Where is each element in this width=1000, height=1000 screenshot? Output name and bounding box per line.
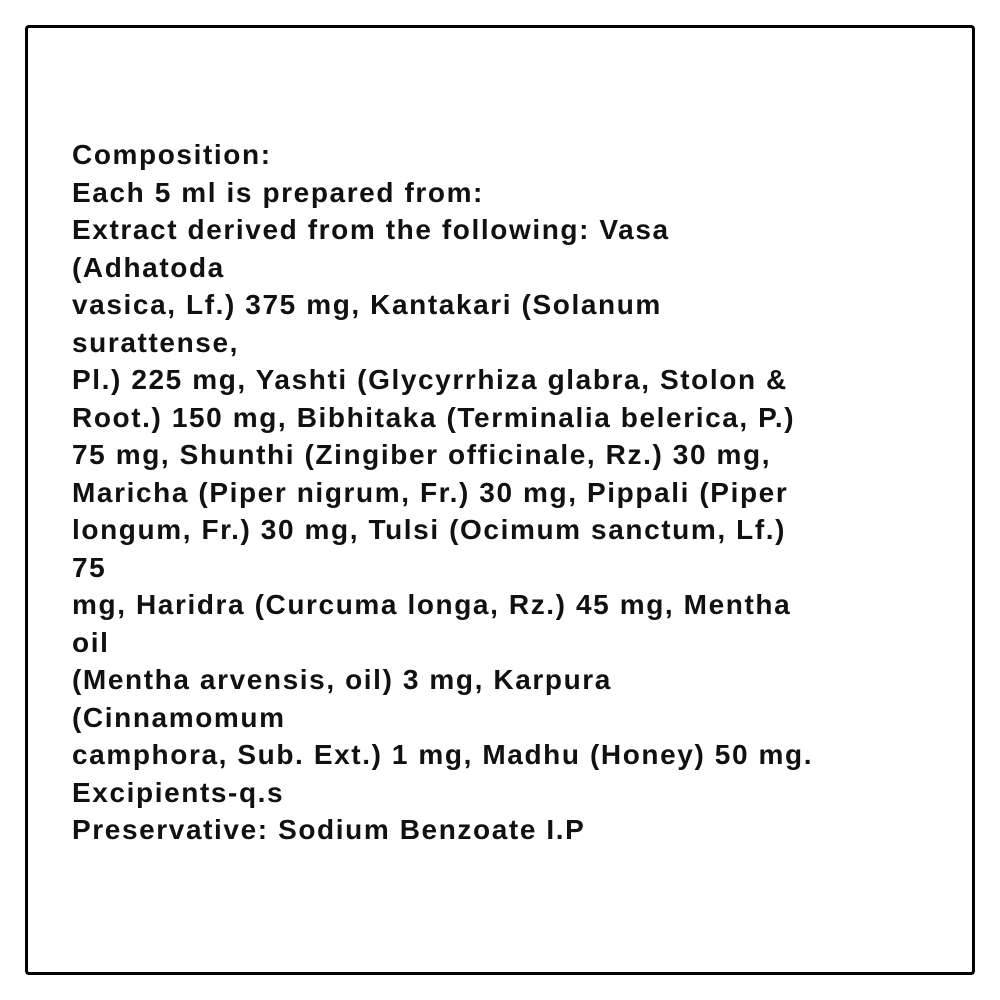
ingredient-line: Extract derived from the following: Vasa — [72, 214, 670, 245]
ingredient-line: 75 — [72, 551, 107, 583]
ingredient-line: Maricha (Piper nigrum, Fr.) 30 mg, Pippali (Piper — [72, 476, 789, 508]
ingredient-line: oil — [72, 626, 110, 658]
ingredient-line: surattense, — [72, 326, 239, 358]
ingredient-line: mg, Haridra (Curcuma longa, Rz.) 45 mg, Mentha — [72, 589, 792, 620]
composition-text — [72, 136, 972, 849]
composition-heading: Composition: — [72, 139, 272, 170]
excipients-line: Excipients-q.s — [72, 776, 285, 808]
ingredient-line: Pl.) 225 mg, Yashti (Glycyrrhiza glabra, Stolon & — [72, 364, 788, 395]
serving-basis: Each 5 ml is prepared from: — [72, 176, 484, 208]
ingredient-line: 75 mg, Shunthi (Zingiber officinale, Rz.) 30 mg, — [72, 439, 772, 470]
preservative-line: Preservative: Sodium Benzoate I.P — [72, 814, 586, 845]
ingredient-line: longum, Fr.) 30 mg, Tulsi (Ocimum sanctum, Lf.) — [72, 514, 787, 545]
ingredient-line: (Mentha arvensis, oil) 3 mg, Karpura — [72, 664, 612, 695]
ingredient-line: (Adhatoda — [72, 251, 225, 283]
ingredient-line: Root.) 150 mg, Bibhitaka (Terminalia belerica, P.) — [72, 401, 796, 433]
ingredient-line: camphora, Sub. Ext.) 1 mg, Madhu (Honey) 50 mg. — [72, 739, 814, 770]
ingredient-line: (Cinnamomum — [72, 701, 286, 733]
ingredient-line: vasica, Lf.) 375 mg, Kantakari (Solanum — [72, 289, 662, 320]
